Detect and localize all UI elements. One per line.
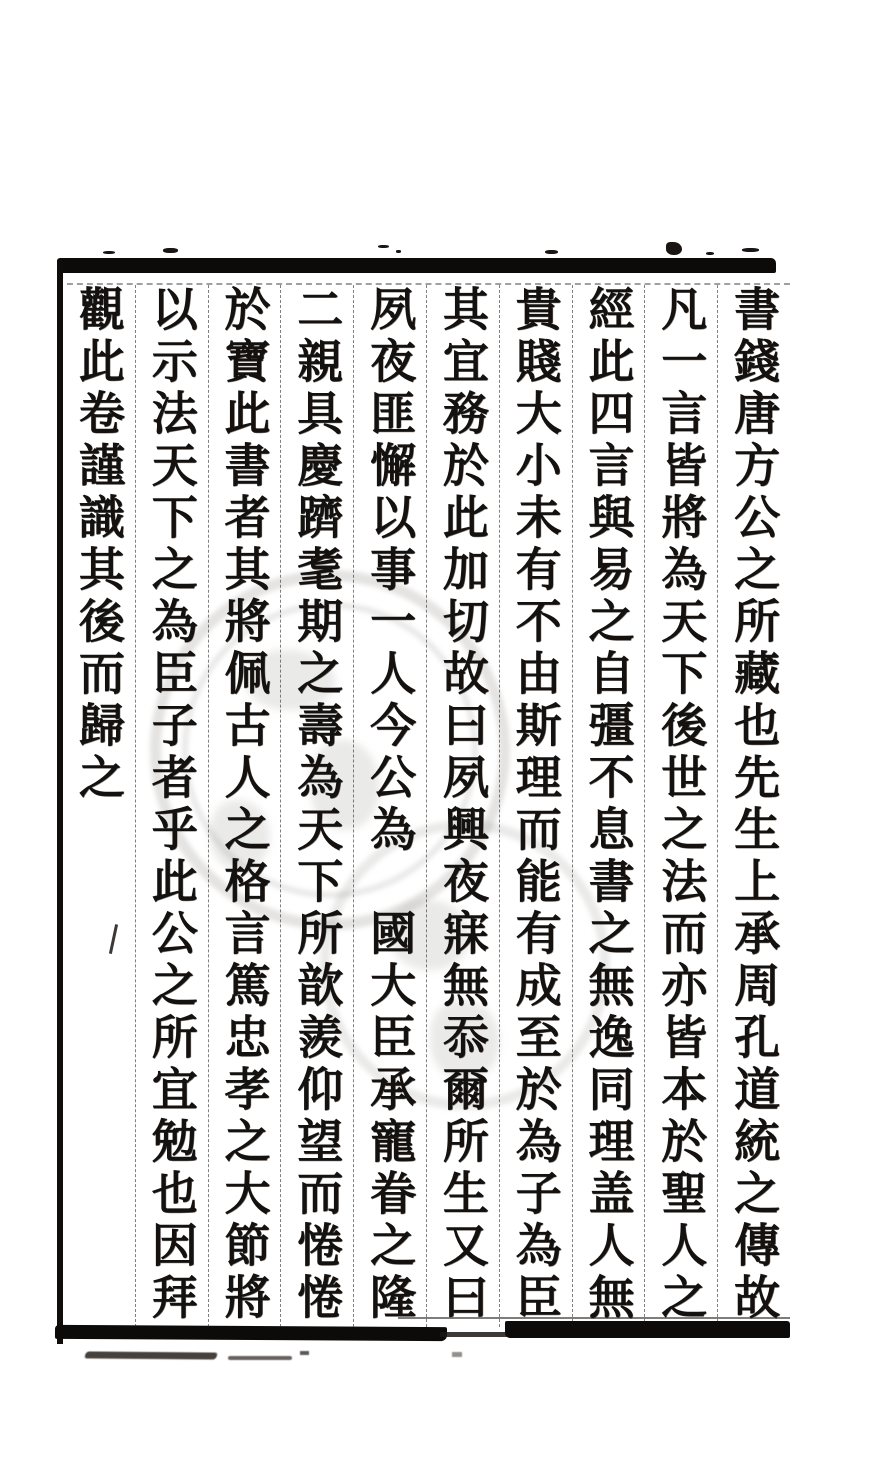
bottom-border-bar-left: [55, 1325, 447, 1341]
ink-speck: [545, 250, 558, 254]
column-text: 於寶此書者其將佩古人之格言篤忠孝之大節將: [217, 285, 272, 1325]
column-text: 其宜務於此加切故曰夙興夜寐無忝爾所生又曰: [435, 285, 490, 1325]
ink-smudge: [300, 1351, 309, 1355]
text-block: [63, 285, 790, 1327]
ink-speck: [103, 251, 115, 254]
column-text: 凡一言皆將為天下後世之法而亦皆本於聖人之: [654, 285, 709, 1325]
ink-blot: [666, 242, 682, 255]
column-text: 經此四言與易之自彊不息書之無逸同理盖人無: [581, 285, 636, 1325]
ink-speck: [378, 245, 389, 248]
ink-speck: [163, 248, 178, 253]
column-text: 書錢唐方公之所藏也先生上承周孔道統之傳故: [727, 285, 782, 1325]
column-text: 觀此卷謹識其後而歸之: [71, 285, 126, 805]
ink-smudge: [452, 1352, 462, 1357]
text-column-1: [718, 285, 790, 1327]
column-text: 夙夜匪懈以事一人今公為 國大臣承寵眷之隆: [363, 285, 418, 1325]
text-column-2: [645, 285, 718, 1327]
ink-smudge: [84, 1351, 218, 1359]
text-column-10: [63, 285, 136, 1327]
text-column-4: [500, 285, 573, 1327]
ink-speck: [396, 250, 401, 253]
column-text: 以示法天下之為臣子者乎此公之所宜勉也因拜: [144, 285, 199, 1325]
text-column-7: [281, 285, 354, 1327]
ink-speck: [742, 248, 759, 252]
text-column-3: [573, 285, 646, 1327]
ink-smudge: [228, 1356, 292, 1360]
column-text: 二親具慶躋耄期之壽為天下所歆羨仰望而惓惓: [290, 285, 345, 1325]
text-column-9: [136, 285, 209, 1327]
ink-speck: [706, 252, 714, 255]
bottom-border-bar-gap: [440, 1332, 512, 1337]
top-border-bar: [57, 258, 776, 273]
column-text: 貴賤大小未有不由斯理而能有成至於為子為臣: [508, 285, 563, 1325]
text-column-5: [427, 285, 500, 1327]
text-column-8: [209, 285, 282, 1327]
text-column-6: [354, 285, 427, 1327]
